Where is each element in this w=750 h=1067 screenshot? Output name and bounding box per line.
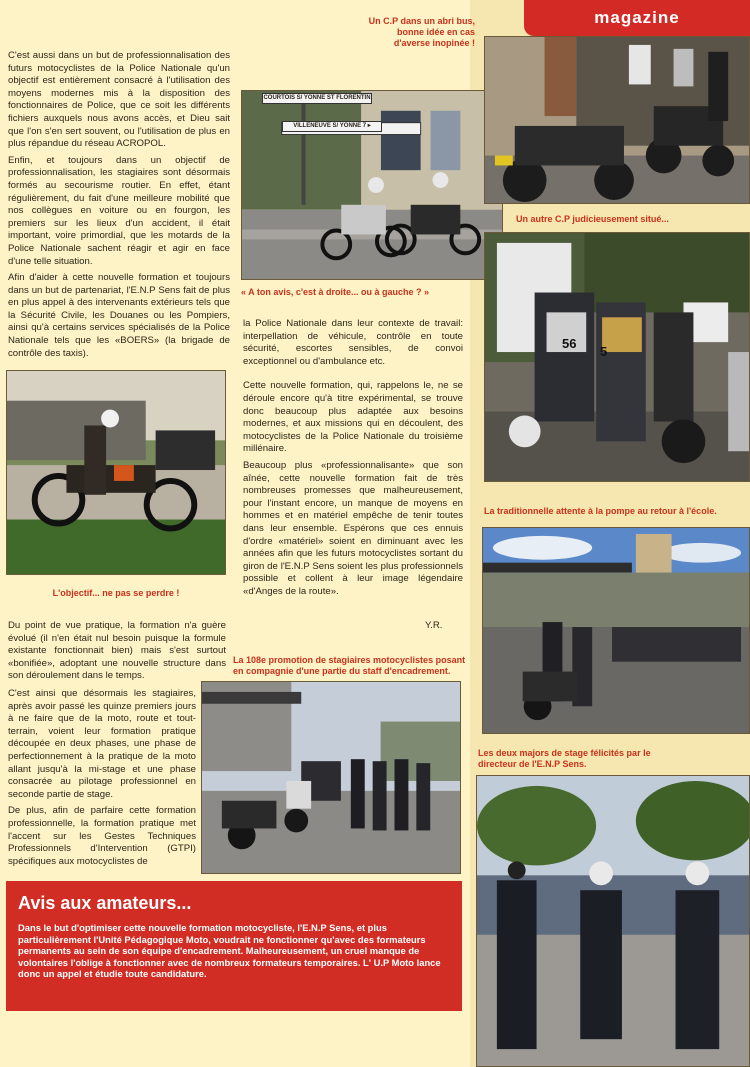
photo-crossroads	[241, 90, 503, 280]
photo-school-parking	[482, 527, 750, 734]
caption-attente-pompe: La traditionnelle attente à la pompe au retour à l'école.	[484, 506, 717, 516]
bib-number-right: 5	[600, 344, 608, 359]
article-column-1-bottom-narrow	[8, 688, 196, 872]
section-title: magazine	[594, 8, 680, 27]
article-paragraph: Du point de vue pratique, la formation n'a guère évolué (il n'en était nul besoin puisque la formule existante fonctionnait bien) mais s'est surtout «bonifiée», adoptant une nouvelle structure dans son déroulement dans le temps.	[8, 620, 226, 682]
caption-majors: Les deux majors de stage félicités par le directeur de l'E.N.P Sens.	[478, 748, 651, 769]
article-paragraph: la Police Nationale dans leur contexte de travail: interpellation de véhicule, contrôle en toute sécurité, escortes sensibles, de convoi exceptionnel ou d'ambulance etc.	[243, 318, 463, 367]
road-sign-1: COURTOIS S/ YONNE ST FLORENTIN	[262, 93, 372, 104]
box-title: Avis aux amateurs...	[18, 893, 192, 913]
article-paragraph: De plus, afin de parfaire cette formation professionnelle, la formation pratique met l'accent sur les Gestes Techniques Professionnels d'Intervention (GTPI) spécifiques aux motocyclistes de	[8, 805, 196, 867]
box-body: Dans le but d'optimiser cette nouvelle formation motocycliste, l'E.N.P Sens, et plus particulièrement l'Unité Pédagogique Moto, voudrait ne fonctionner qu'avec des formateurs permanents au sein de son équipe d'encadrement. Malheureusement, un cruel manque de volontaires l'oblige à fonctionner avec de nombreux formateurs temporaires. L' U.P Moto lance donc un appel et étudie toute candidature.	[18, 922, 441, 980]
caption-autre-cp: Un autre C.P judicieusement situé...	[516, 214, 669, 224]
avis-aux-amateurs-box	[6, 881, 462, 1011]
article-paragraph: C'est ainsi que désormais les stagiaires, après avoir passé les quinze premiers jours à ne faire que de la moto, route et tout-terrain, voient leur formation pratique découpée en deux phases, une phase de perfectionnement à la pratique de la moto allant jusqu'à la mi-stage et une phase consacrée au pilotage professionnel en seconde partie de stage.	[8, 688, 196, 800]
caption-promotion: La 108e promotion de stagiaires motocyclistes posant en compagnie d'une partie du staff d'encadrement.	[233, 655, 466, 676]
article-paragraph: Beaucoup plus «professionnalisante» que son aînée, cette nouvelle formation fait de très nombreuses promesses que malheureusement, pour l'instant encore, un manque de moyens en hommes et en matériel empêche de tenir toutes dans leur ensemble. Espérons que ces ennuis d'ordre «matériel» soient en diminuant avec les années afin que les futurs motocyclistes sortant du giron de l'E.N.P Sens soient les plus professionnels possible et collent à leur image légendaire «d'Anges de la route».	[243, 459, 463, 597]
photo-motos-parked	[484, 36, 750, 204]
article-paragraph: Cette nouvelle formation, qui, rappelons le, ne se déroule encore qu'à titre expérimental, se trouve donc beaucoup plus adaptée aux besoins modernes, et aux missions qui en découlent, des motocyclistes de la Police Nationale du troisième millénaire.	[243, 380, 463, 455]
article-paragraph: C'est aussi dans un but de professionnalisation des futurs motocyclistes de la Police Nationale qu'un objectif est entièrement consacré à l'utilisation des moyens modernes mis à la disposition des fonctionnaires de Police, que ce soit les différents fichiers auxquels nous avons accès, et Dieu sait que l'on s'en sert souvent, ou l'utilisation de plus en plus répandue du réseau ACROPOL.	[8, 50, 230, 150]
photo-rider-objectif	[6, 370, 226, 575]
article-signature: Y.R.	[425, 620, 443, 631]
bib-number-left: 56	[562, 336, 577, 351]
article-paragraph: Enfin, et toujours dans un objectif de professionnalisation, les stagiaires sont désormais formés au secourisme routier. En effet, étant régulièrement, du fait d'une meilleure mobilité que nos collègues en voiture ou en fourgon, les premiers sur les lieux d'un accident, il était important, voire primordial, que les motards de la Police Nationale sachent réagir et agir en face d'une telle situation.	[8, 154, 230, 267]
road-sign-2: VILLENEUVE S/ YONNE 7 ▸	[282, 121, 382, 132]
photo-ceremony	[476, 775, 750, 1067]
article-paragraph: Afin d'aider à cette nouvelle formation et toujours dans un but de partenariat, l'E.N.P Sens fait de plus en plus appel à des intervenants extérieurs tels que la Sécurité Civile, les Douanes ou les Pompiers, ainsi qu'à certains services spécialisés de la Police Nationale tels que les «BOERS» (la brigade de contrôle des taxis).	[8, 272, 230, 359]
caption-a-ton-avis: « A ton avis, c'est à droite... ou à gauche ? »	[241, 287, 430, 297]
article-column-1-top	[8, 50, 230, 364]
article-column-2	[243, 318, 463, 602]
article-column-1-bottom	[8, 620, 226, 687]
photo-promotion-group	[201, 681, 461, 874]
caption-objectif: L'objectif... ne pas se perdre !	[52, 588, 180, 598]
caption-abri-bus: Un C.P dans un abri bus, bonne idée en cas d'averse inopinée !	[368, 16, 475, 48]
section-masthead	[524, 0, 750, 36]
